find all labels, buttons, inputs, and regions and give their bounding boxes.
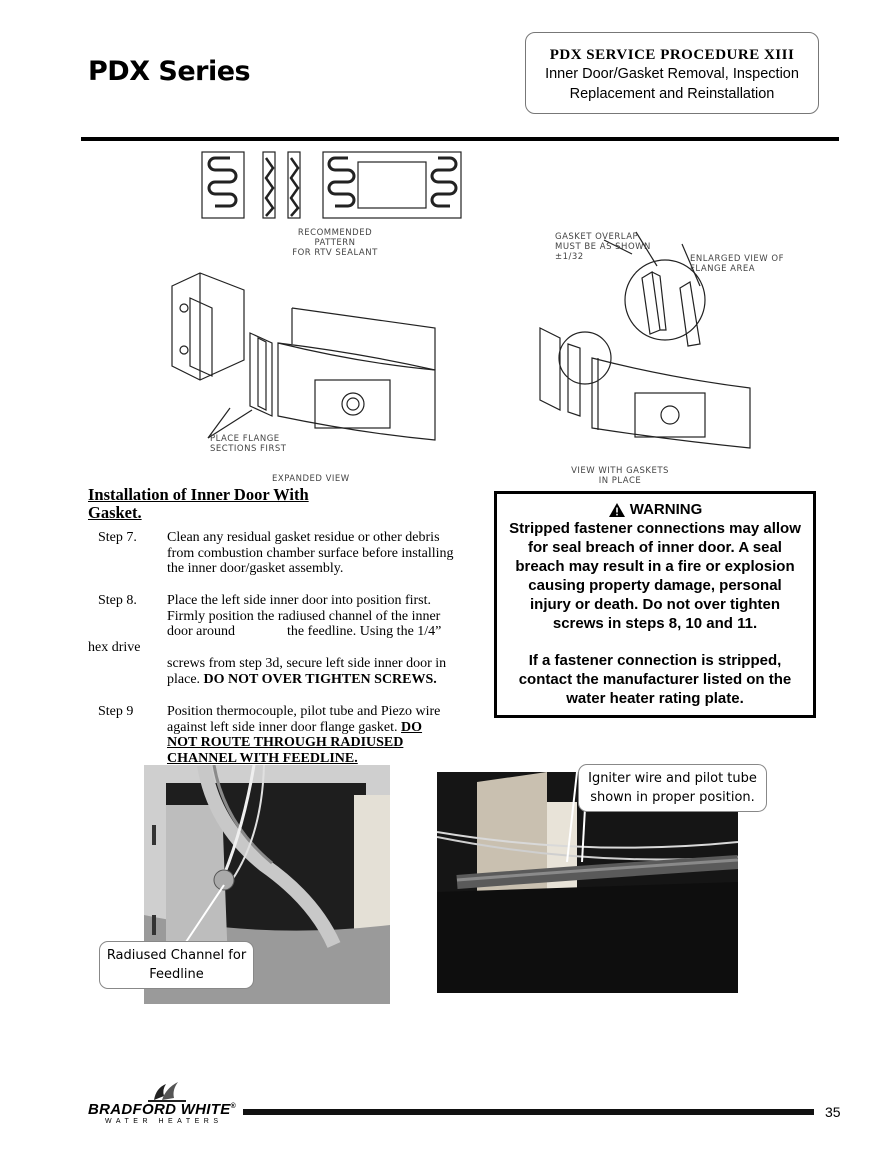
step-7-line3: the inner door/gasket assembly.	[167, 561, 344, 576]
step-9-line1: Position thermocouple, pilot tube and Piezo wire	[167, 704, 441, 719]
label-place-flange-2: SECTIONS FIRST	[210, 444, 287, 454]
callout-radiused-channel	[99, 941, 254, 989]
step-8-line1: Place the left side inner door into position first.	[167, 593, 432, 608]
series-title: PDX Series	[88, 56, 251, 87]
label-rtv-pattern-1: RECOMMENDED PATTERN	[297, 228, 373, 248]
procedure-subtitle-line1: Inner Door/Gasket Removal, Inspection	[545, 66, 799, 82]
warning-line7: If a fastener connection is stripped,	[528, 652, 782, 669]
bradford-white-logo	[88, 1080, 248, 1130]
callout-igniter-wire	[578, 764, 767, 812]
label-view-with-gaskets-2: IN PLACE	[598, 476, 642, 486]
callout-radiused-channel-line2: Feedline	[149, 967, 204, 982]
label-gasket-overlap-2: MUST BE AS SHOWN	[555, 242, 651, 252]
section-heading	[88, 486, 348, 522]
step-8-line4: hex drive	[88, 640, 141, 655]
step-8-line3b: the feedline. Using the 1/4”	[287, 624, 442, 639]
step-7-line1: Clean any residual gasket residue or other debris	[167, 530, 440, 545]
warning-line4: causing property damage, personal	[528, 577, 782, 594]
step-9-line2b: DO	[401, 719, 423, 735]
label-place-flange-1: PLACE FLANGE	[210, 434, 280, 444]
procedure-title-box	[525, 32, 819, 114]
logo-brand-name: BRADFORD WHITE	[88, 1101, 231, 1118]
label-expanded-view: EXPANDED VIEW	[272, 474, 350, 484]
page-number: 35	[825, 1104, 841, 1120]
warning-line8: contact the manufacturer listed on the	[518, 671, 792, 688]
logo-registered-mark: ®	[230, 1103, 236, 1110]
warning-line6: screws in steps 8, 10 and 11.	[552, 615, 758, 632]
step-7-number: Step 7.	[98, 530, 137, 545]
section-heading-line2: Gasket.	[88, 503, 142, 522]
step-8-warning: DO NOT OVER TIGHTEN SCREWS.	[203, 671, 437, 687]
logo-subtitle: WATER HEATERS	[105, 1118, 223, 1125]
callout-igniter-wire-line1: Igniter wire and pilot tube	[588, 771, 757, 786]
step-7-line2: from combustion chamber surface before installing	[167, 545, 454, 561]
label-enlarged-view-1: ENLARGED VIEW OF	[690, 254, 784, 264]
warning-line9: water heater rating plate.	[566, 690, 744, 707]
warning-line1: Stripped fastener connections may allow	[509, 520, 801, 537]
callout-igniter-wire-line2: shown in proper position.	[590, 790, 755, 805]
procedure-subtitle-line2: Replacement and Reinstallation	[569, 86, 775, 102]
warning-box	[494, 491, 816, 718]
step-9-line3: NOT ROUTE THROUGH RADIUSED	[167, 735, 404, 750]
header-divider	[81, 137, 839, 141]
step-8-line5: screws from step 3d, secure left side inner door in	[167, 656, 447, 671]
label-enlarged-view-2: FLANGE AREA	[690, 264, 756, 274]
gasket-diagram	[160, 148, 820, 488]
label-gasket-overlap-3: ±1/32	[555, 252, 584, 262]
step-9-line2a: against left side inner door flange gasket.	[167, 719, 398, 735]
step-8-number: Step 8.	[98, 593, 137, 608]
logo-flame-icon	[148, 1080, 188, 1102]
procedure-title: PDX SERVICE PROCEDURE XIII	[549, 47, 795, 63]
label-gasket-overlap-1: GASKET OVERLAP	[555, 232, 639, 242]
step-8-line3a: door around	[167, 624, 236, 639]
step-9-number: Step 9	[98, 704, 134, 719]
section-heading-line1: Installation of Inner Door With	[88, 485, 309, 504]
warning-triangle-icon	[608, 502, 626, 518]
warning-line2: for seal breach of inner door. A seal	[528, 539, 782, 556]
callout-radiused-channel-line1: Radiused Channel for	[106, 948, 247, 963]
label-view-with-gaskets-1: VIEW WITH GASKETS	[571, 466, 669, 476]
footer-divider	[243, 1109, 814, 1115]
warning-line3: breach may result in a fire or explosion	[515, 558, 795, 575]
step-8-line2: Firmly position the radiused channel of the inner	[167, 608, 441, 624]
step-8-line6a: place.	[167, 671, 201, 687]
warning-line5: injury or death. Do not over tighten	[529, 596, 780, 613]
label-rtv-pattern-2: FOR RTV SEALANT	[292, 248, 378, 258]
step-9-line4: CHANNEL WITH FEEDLINE.	[167, 750, 358, 766]
warning-heading: WARNING	[629, 501, 703, 518]
